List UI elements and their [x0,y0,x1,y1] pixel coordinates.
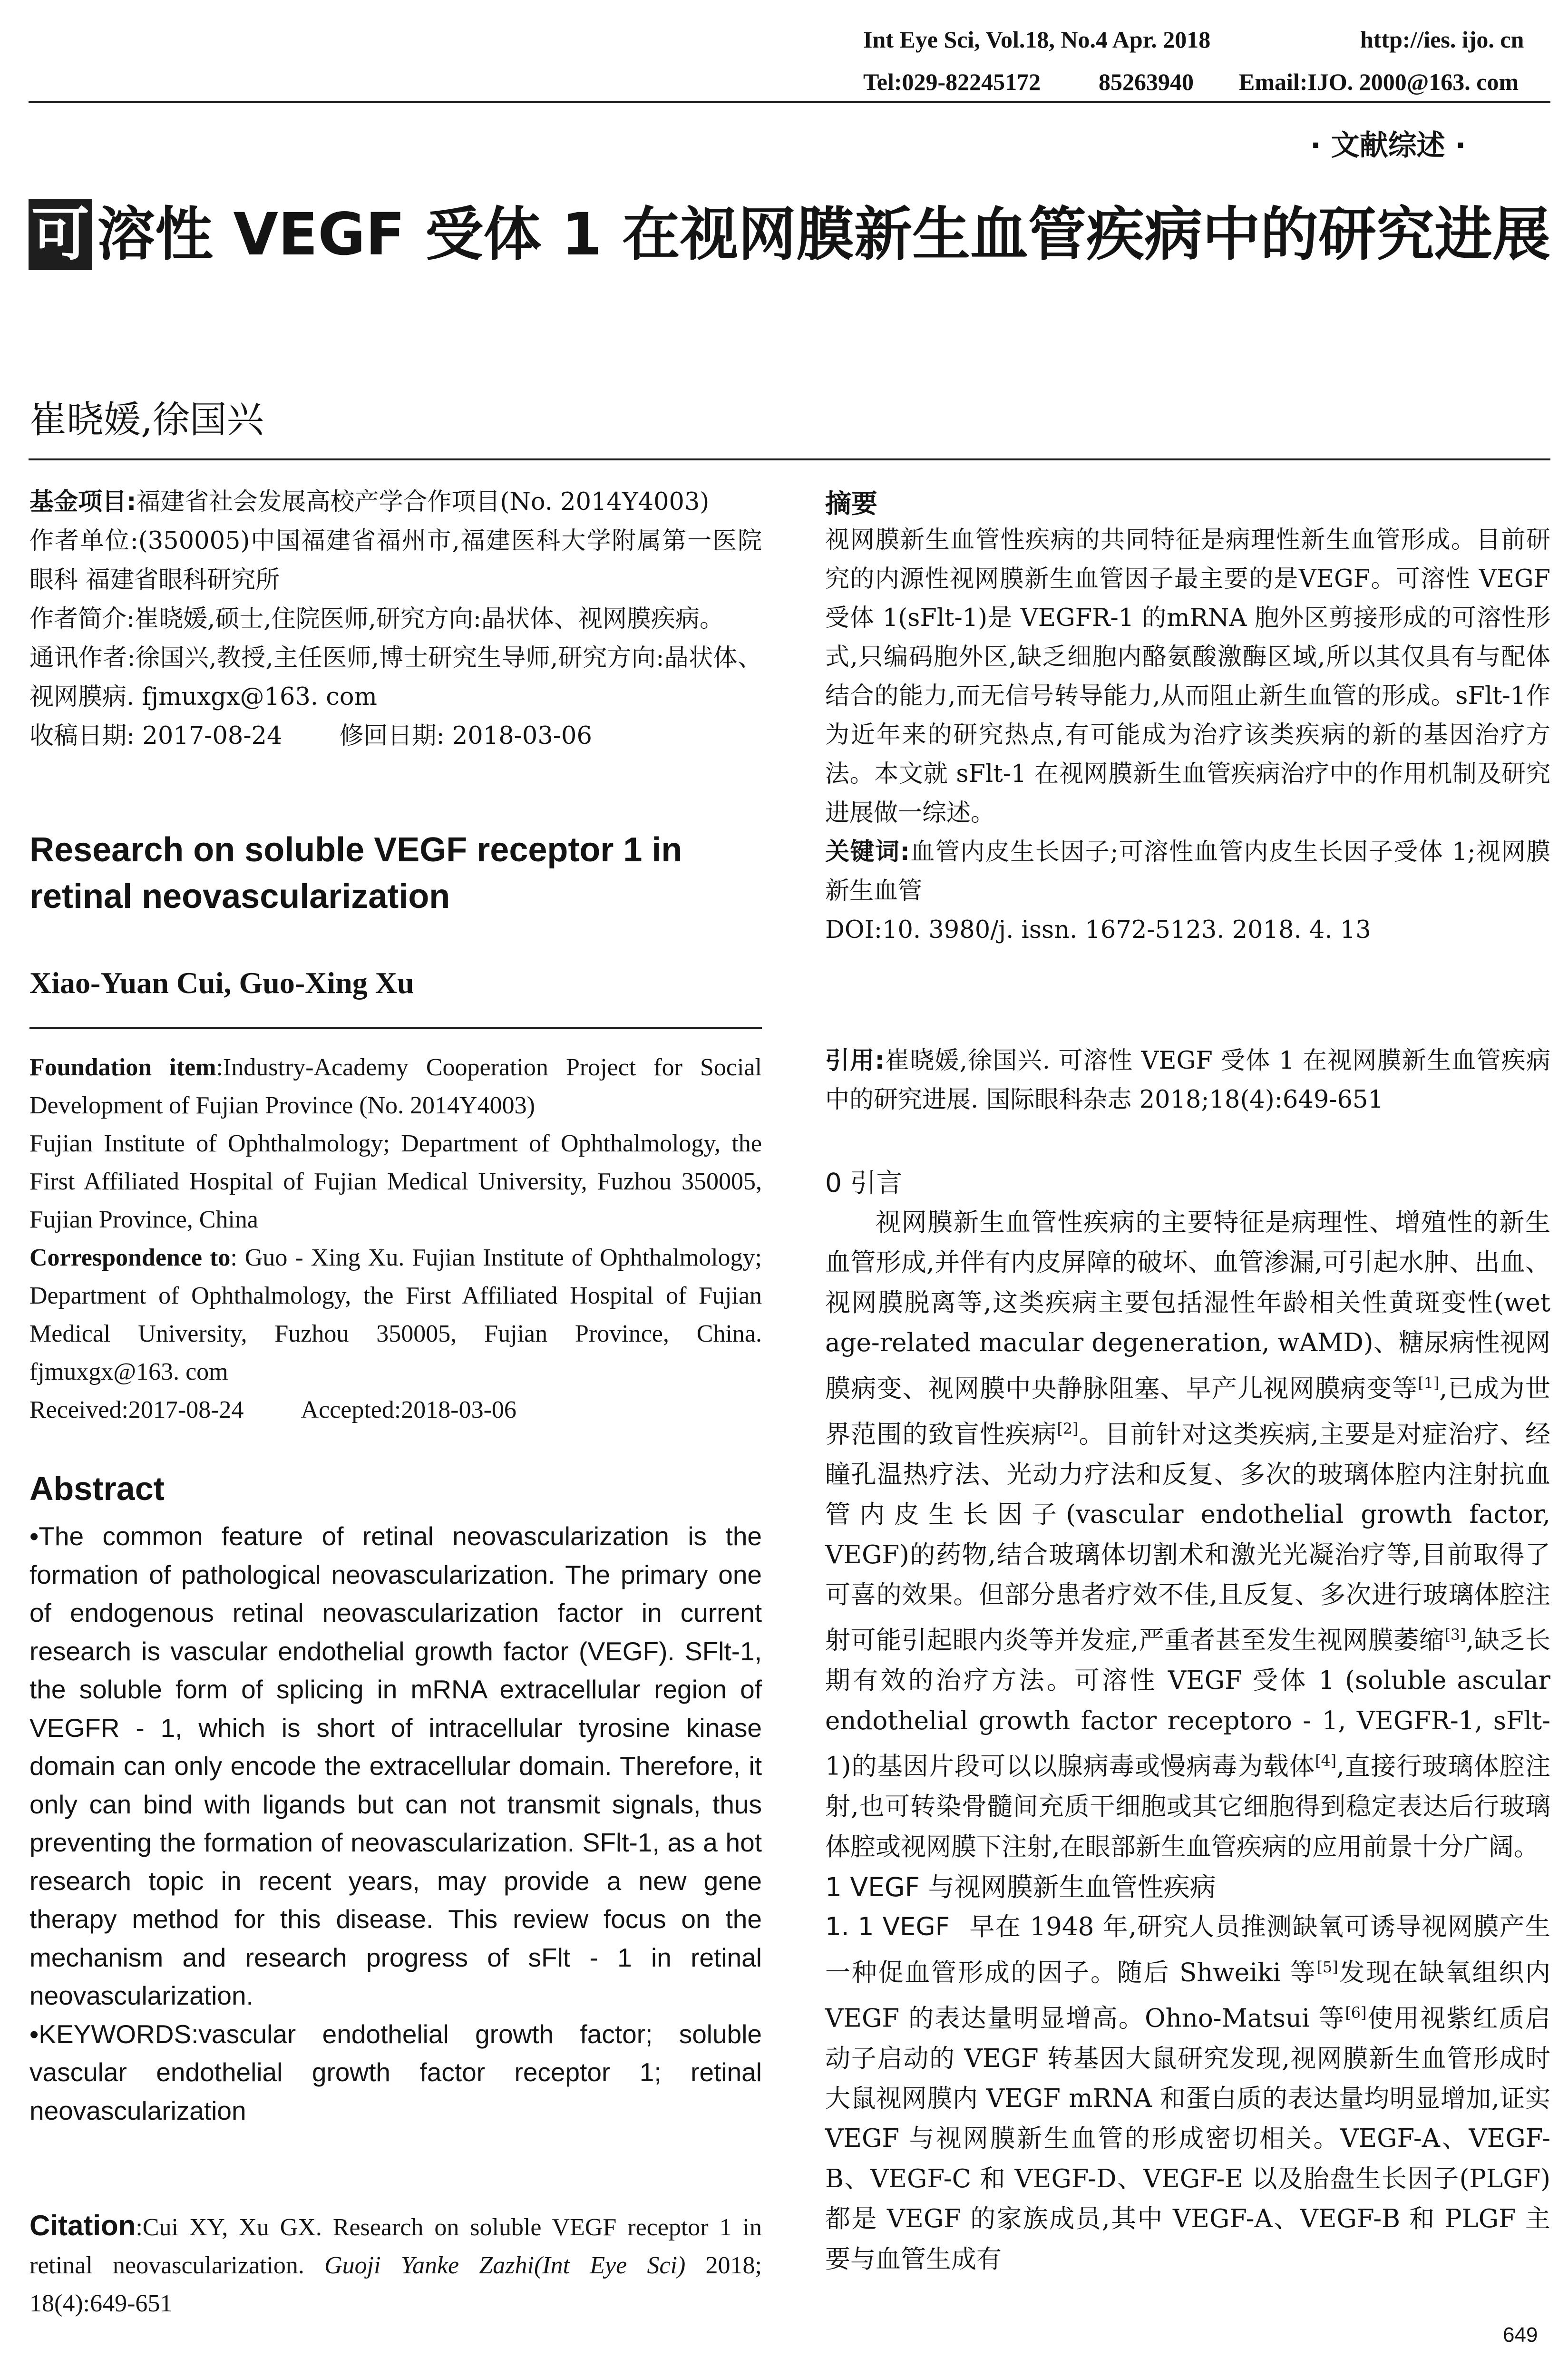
foundation-label-cn: 基金项目: [29,488,136,516]
ref-6[interactable]: [6] [1345,2004,1367,2022]
affiliation-en: Fujian Institute of Ophthalmology; Department of Ophthalmology, the First Affiliated Hospital of Fujian Medical University, Fuzhou 350005, Fujian Province, China [29,1130,762,1233]
section-label: · 文献综述 · [1310,129,1466,162]
authors-rule [29,458,1550,460]
bullet: • [29,1521,39,1551]
journal-tel-2: 85263940 [1099,68,1194,95]
ref-1[interactable]: [1] [1418,1374,1440,1392]
english-authors-rule [29,1027,762,1029]
intro-paragraph: 视网膜新生血管性疾病的主要特征是病理性、增殖性的新生血管形成,并伴有内皮屏障的破坏、血管渗漏,可引起水肿、出血、视网膜脱离等,这类疾病主要包括湿性年龄相关性黄斑变性(wet age-related macular degeneration, wAMD)、糖尿病性视网膜病变、视网膜中央静脉阻塞、早产儿视网膜病变等[1],已成为世界范围的致盲性疾病[2]。目前针对这类疾病,主要是对症治疗、经瞳孔温热疗法、光动力疗法和反复、多次的玻璃体腔内注射抗血管内皮生长因子(vascular endothelial growth factor, VEGF)的药物,结合玻璃体切割术和激光光凝治疗等,目前取得了可喜的效果。但部分患者疗效不佳,且反复、多次进行玻璃体腔注射可能引起眼内炎等并发症,严重者甚至发生视网膜萎缩[3],缺乏长期有效的治疗方法。可溶性 VEGF 受体 1 (soluble ascular endothelial growth factor receptoro - 1, VEGFR-1, sFlt-1)的基因片段可以以腺病毒或慢病毒为载体[4],直接行玻璃体腔注射,也可转染骨髓间充质干细胞或其它细胞得到稳定表达后行玻璃体腔或视网膜下注射,在眼部新生血管疾病的应用前景十分广阔。 [825,1208,1550,1861]
abstract-heading-en: Abstract [29,1470,165,1507]
body-text [825,1163,1550,2280]
revised-cn: 修回日期: 2018-03-06 [339,722,592,750]
correspondence-cn: 通讯作者:徐国兴,教授,主任医师,博士研究生导师,研究方向:晶状体、视网膜病. fjmuxgx@163. com [29,644,762,711]
ref-3[interactable]: [3] [1444,1626,1466,1644]
english-authors: Xiao-Yuan Cui, Guo-Xing Xu [29,966,414,1000]
doi: DOI:10. 3980/j. issn. 1672-5123. 2018. 4. 13 [825,916,1371,944]
citation-en [29,2207,762,2323]
abstract-en [29,1517,762,2130]
foundation-en: :Industry-Academy Cooperation Project for Social Development of Fujian Province (No. 2014Y4003) [29,1054,762,1119]
citation-label-en: Citation [29,2210,136,2241]
abstract-heading-cn: 摘要 [825,488,878,519]
title-first-char: 可 [29,199,92,270]
section-1-1-label: 1. 1 VEGF [825,1912,950,1942]
keywords-en: :vascular endothelial growth factor; soluble vascular endothelial growth factor receptor 1; retinal neovascularization [29,2019,762,2125]
citation-text-en: :Cui XY, Xu GX. Research on soluble VEGF receptor 1 in retinal neovascularization. [29,2214,762,2279]
section-1-1-paragraph: 1. 1 VEGF 早在 1948 年,研究人员推测缺氧可诱导视网膜产生一种促血管形成的因子。随后 Shweiki 等[5]发现在缺氧组织内 VEGF 的表达量明显增高。Ohno-Matsui 等[6]使用视紫红质启动子启动的 VEGF 转基因大鼠研究发现,视网膜新生血管形成时大鼠视网膜内 VEGF mRNA 和蛋白质的表达量均明显增加,证实 VEGF 与视网膜新生血管的形成密切相关。VEGF-A、VEGF-B、VEGF-C 和 VEGF-D、VEGF-E 以及胎盘生长因子(PLGF)都是 VEGF 的家族成员,其中 VEGF-A、VEGF-B 和 PLGF 主要与血管生成有 [825,1912,1551,2274]
header-rule [29,101,1550,103]
accepted-en: Accepted:2018-03-06 [301,1396,516,1423]
foundation-cn: 福建省社会发展高校产学合作项目(No. 2014Y4003) [136,488,710,516]
foundation-label-en: Foundation item [29,1054,216,1081]
citation-journal-en: Guoji Yanke Zazhi(Int Eye Sci) [324,2252,686,2279]
unit-cn: 作者单位:(350005)中国福建省福州市,福建医科大学附属第一医院眼科 福建省眼科研究所 [29,527,762,594]
intro-heading: 0 引言 [825,1168,903,1198]
journal-email: Email:IJO. 2000@163. com [1239,68,1519,95]
received-en: Received:2017-08-24 [29,1396,244,1423]
abstract-text-cn: 视网膜新生血管性疾病的共同特征是病理性新生血管形成。目前研究的内源性视网膜新生血管因子最主要的是VEGF。可溶性 VEGF 受体 1(sFlt-1)是 VEGFR-1 的mRNA 胞外区剪接形成的可溶性形式,只编码胞外区,缺乏细胞内酪氨酸激酶区域,所以其仅具有与配体结合的能力,而无信号转导能力,从而阻止新生血管的形成。sFlt-1作为近年来的研究热点,有可能成为治疗该类疾病的新的基因治疗方法。本文就 sFlt-1 在视网膜新生血管疾病治疗中的作用机制及研究进展做一综述。 [825,526,1550,827]
keywords-label-cn: 关键词: [825,838,910,866]
keywords-cn: 血管内皮生长因子;可溶性血管内皮生长因子受体 1;视网膜新生血管 [825,838,1550,905]
title-rest: 溶性 VEGF 受体 1 在视网膜新生血管疾病中的研究进展 [97,201,1551,268]
abstract-cn [825,521,1550,950]
authors-cn: 崔晓媛,徐国兴 [29,399,264,441]
received-cn: 收稿日期: 2017-08-24 [29,722,282,750]
citation-tail-en: 2018; 18(4):649-651 [29,2252,762,2317]
correspondence-en: : Guo - Xing Xu. Fujian Institute of Ophthalmology; Department of Ophthalmology, the First Affiliated Hospital of Fujian Medical University, Fuzhou 350005, Fujian Province, China. fjmuxgx@163. com [29,1244,762,1385]
english-title: Research on soluble VEGF receptor 1 in retinal neovascularization [29,831,682,916]
citation-cn [825,1042,1550,1120]
keywords-label-en: KEYWORDS [39,2019,192,2049]
front-matter-en [29,1049,762,1429]
ref-5[interactable]: [5] [1316,1958,1338,1976]
citation-text-cn: 崔晓媛,徐国兴. 可溶性 VEGF 受体 1 在视网膜新生血管疾病中的研究进展. 国际眼科杂志 2018;18(4):649-651 [825,1047,1550,1114]
bio-cn: 作者简介:崔晓媛,硕士,住院医师,研究方向:晶状体、视网膜疾病。 [29,605,724,633]
article-title [29,199,1555,270]
bullet: • [29,2019,39,2049]
ref-2[interactable]: [2] [1057,1420,1079,1438]
front-matter-cn [29,483,762,756]
section-1-heading: 1 VEGF 与视网膜新生血管性疾病 [825,1872,1216,1903]
ref-4[interactable]: [4] [1315,1752,1337,1770]
journal-tel: Tel:029-82245172 [863,68,1041,95]
abstract-text-en: The common feature of retinal neovascularization is the formation of pathological neovascularization. The primary one of endogenous retinal neovascularization factor in current research is vascular endothelial growth factor (VEGF). SFlt-1, the soluble form of splicing in mRNA extracellular region of VEGFR - 1, which is short of intracellular tyrosine kinase domain can only encode the extracellular domain. Therefore, it only can bind with ligands but can not transmit signals, thus preventing the formation of neovascularization. SFlt-1, as a hot research topic in recent years, may provide a new gene therapy method for this disease. This review focus on the mechanism and research progress of sFlt - 1 in retinal neovascularization. [29,1521,762,2010]
citation-label-cn: 引用: [825,1047,885,1075]
page-number: 649 [1503,2323,1538,2347]
journal-citation: Int Eye Sci, Vol.18, No.4 Apr. 2018 [863,26,1211,53]
journal-url: http://ies. ijo. cn [1360,26,1524,53]
correspondence-label-en: Correspondence to [29,1244,231,1271]
